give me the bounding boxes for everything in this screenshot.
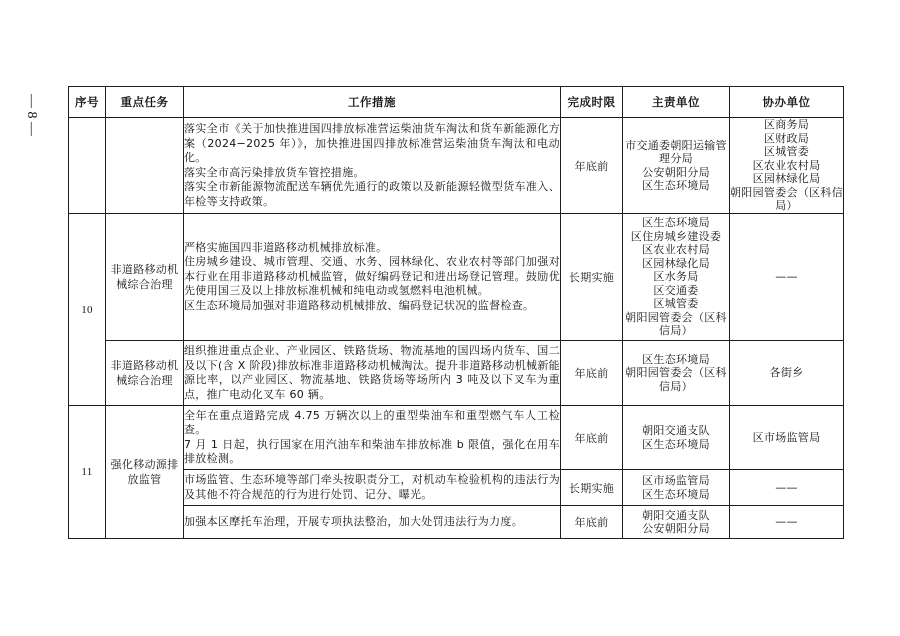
lead-unit: 区市场监管局: [642, 474, 710, 487]
measure-paragraph: 严格实施国四非道路移动机械排放标准。: [184, 240, 388, 254]
row-number-cell: 11: [69, 406, 106, 539]
header-deadline: 完成时限: [561, 87, 623, 118]
task-cell: 非道路移动机械综合治理: [106, 341, 184, 406]
table-row: [69, 341, 844, 406]
table-row: [69, 506, 844, 539]
measures-cell: [184, 341, 561, 406]
deadline-cell: 长期实施: [561, 470, 623, 506]
table-row: [69, 214, 844, 341]
assist-unit-cell: 各街乡: [730, 341, 844, 406]
lead-unit-cell: [623, 470, 730, 506]
task-cell: 非道路移动机械综合治理: [106, 214, 184, 341]
deadline-cell: 长期实施: [561, 214, 623, 341]
lead-unit-cell: [623, 341, 730, 406]
lead-unit-cell: [623, 118, 730, 214]
header-task: 重点任务: [106, 87, 184, 118]
measure-paragraph: 落实全市新能源物流配送车辆优先通行的政策以及新能源轻微型货车准入、年检等支持政策。: [184, 180, 560, 208]
lead-unit: 区城管委: [653, 297, 699, 311]
lead-unit: 公安朝阳分局: [642, 522, 710, 535]
lead-unit-cell: [623, 214, 730, 341]
page-number: — 8 —: [24, 94, 39, 136]
measures-cell: [184, 470, 561, 506]
assist-unit-cell: ——: [730, 470, 844, 506]
deadline-cell: 年底前: [561, 406, 623, 470]
assist-unit-cell: [730, 118, 844, 214]
lead-unit-cell: [623, 406, 730, 470]
lead-unit: 区生态环境局: [642, 487, 710, 501]
lead-unit: 区生态环境局: [642, 179, 710, 192]
measures-cell: [184, 406, 561, 470]
lead-unit: 朝阳交通支队: [642, 424, 710, 437]
measure-paragraph: 落实全市《关于加快推进国四排放标准营运柴油货车淘汰和货车新能源化方案（2024−2025 年）》，加快推进国四排放标准营运柴油货车淘汰和电动化。: [184, 122, 560, 164]
assist-unit: 区园林绿化局: [752, 172, 821, 186]
lead-unit: 区农业农村局: [642, 243, 710, 257]
table-header-row: [69, 87, 844, 118]
lead-unit: 朝阳园管委会（区科信局）: [625, 366, 727, 393]
measures-cell: [184, 214, 561, 341]
lead-unit: 朝阳园管委会（区科信局）: [625, 310, 727, 338]
assist-unit: 区农业农村局: [752, 158, 821, 172]
lead-unit: 区生态环境局: [642, 437, 710, 451]
measure-paragraph: 落实全市高污染排放货车管控措施。: [184, 165, 365, 179]
measures-cell: [184, 506, 561, 539]
lead-unit: 区交通委: [653, 283, 699, 297]
header-no: 序号: [69, 87, 106, 118]
lead-unit: 市交通委朝阳运输管理分局: [625, 138, 727, 165]
measure-paragraph: 区生态环境局加强对非道路移动机械排放、编码登记状况的监督检查。: [184, 298, 535, 312]
measure-paragraph: 住房城乡建设、城市管理、交通、水务、园林绿化、农业农村等部门加强对本行业在用非道路移动机械监管，做好编码登记和进出场登记管理。鼓励优先使用国三及以上排放标准机械和纯电动或氢燃料电池机械。: [184, 255, 560, 298]
assist-unit: 区商务局: [763, 118, 810, 132]
lead-unit: 区园林绿化局: [642, 256, 710, 270]
lead-unit: 区生态环境局: [642, 216, 710, 230]
task-table: [68, 86, 844, 539]
lead-unit: 朝阳交通支队: [642, 508, 710, 522]
header-lead-unit: 主责单位: [623, 87, 730, 118]
table-row: [69, 406, 844, 470]
measure-paragraph: 7 月 1 日起，执行国家在用汽油车和柴油车排放标准 b 限值，强化在用车排放检测。: [184, 437, 560, 465]
assist-unit-cell: ——: [730, 506, 844, 539]
measure-paragraph: 全年在重点道路完成 4.75 万辆次以上的重型柴油车和重型燃气车人工检查。: [184, 408, 560, 436]
table-row: [69, 470, 844, 506]
assist-unit: 区城管委: [763, 145, 810, 159]
lead-unit: 公安朝阳分局: [642, 165, 710, 179]
measures-cell: [184, 118, 561, 214]
measure-paragraph: 加强本区摩托车治理，开展专项执法整治，加大处罚违法行为力度。: [184, 514, 523, 528]
deadline-cell: 年底前: [561, 118, 623, 214]
lead-unit: 区生态环境局: [642, 352, 710, 366]
assist-unit: 区财政局: [763, 131, 810, 145]
header-assist-unit: 协办单位: [730, 87, 844, 118]
deadline-cell: 年底前: [561, 341, 623, 406]
measure-paragraph: 组织推进重点企业、产业园区、铁路货场、物流基地的国四场内货车、国二及以下(含 X 阶段)排放标准非道路移动机械淘汰。提升非道路移动机械新能源比率，以产业园区、物流基地、铁路货场等场所内 3 吨及以下叉车为重点，推广电动化叉车 60 辆。: [184, 344, 560, 401]
measure-paragraph: 市场监管、生态环境等部门牵头按职责分工，对机动车检验机构的违法行为及其他不符合规范的行为进行处罚、记分、曝光。: [184, 473, 560, 501]
assist-unit-cell: ——: [730, 214, 844, 341]
lead-unit: 区水务局: [653, 270, 699, 284]
lead-unit: 区住房城乡建设委: [630, 229, 722, 243]
row-number-cell: 10: [69, 214, 106, 406]
task-cell: 强化移动源排放监管: [106, 406, 184, 539]
task-cell: [106, 118, 184, 214]
header-measures: 工作措施: [184, 87, 561, 118]
deadline-cell: 年底前: [561, 506, 623, 539]
row-number-cell: [69, 118, 106, 214]
assist-unit-cell: 区市场监管局: [730, 406, 844, 470]
table-row: [69, 118, 844, 214]
assist-unit: 朝阳园管委会（区科信局）: [730, 185, 843, 213]
lead-unit-cell: [623, 506, 730, 539]
